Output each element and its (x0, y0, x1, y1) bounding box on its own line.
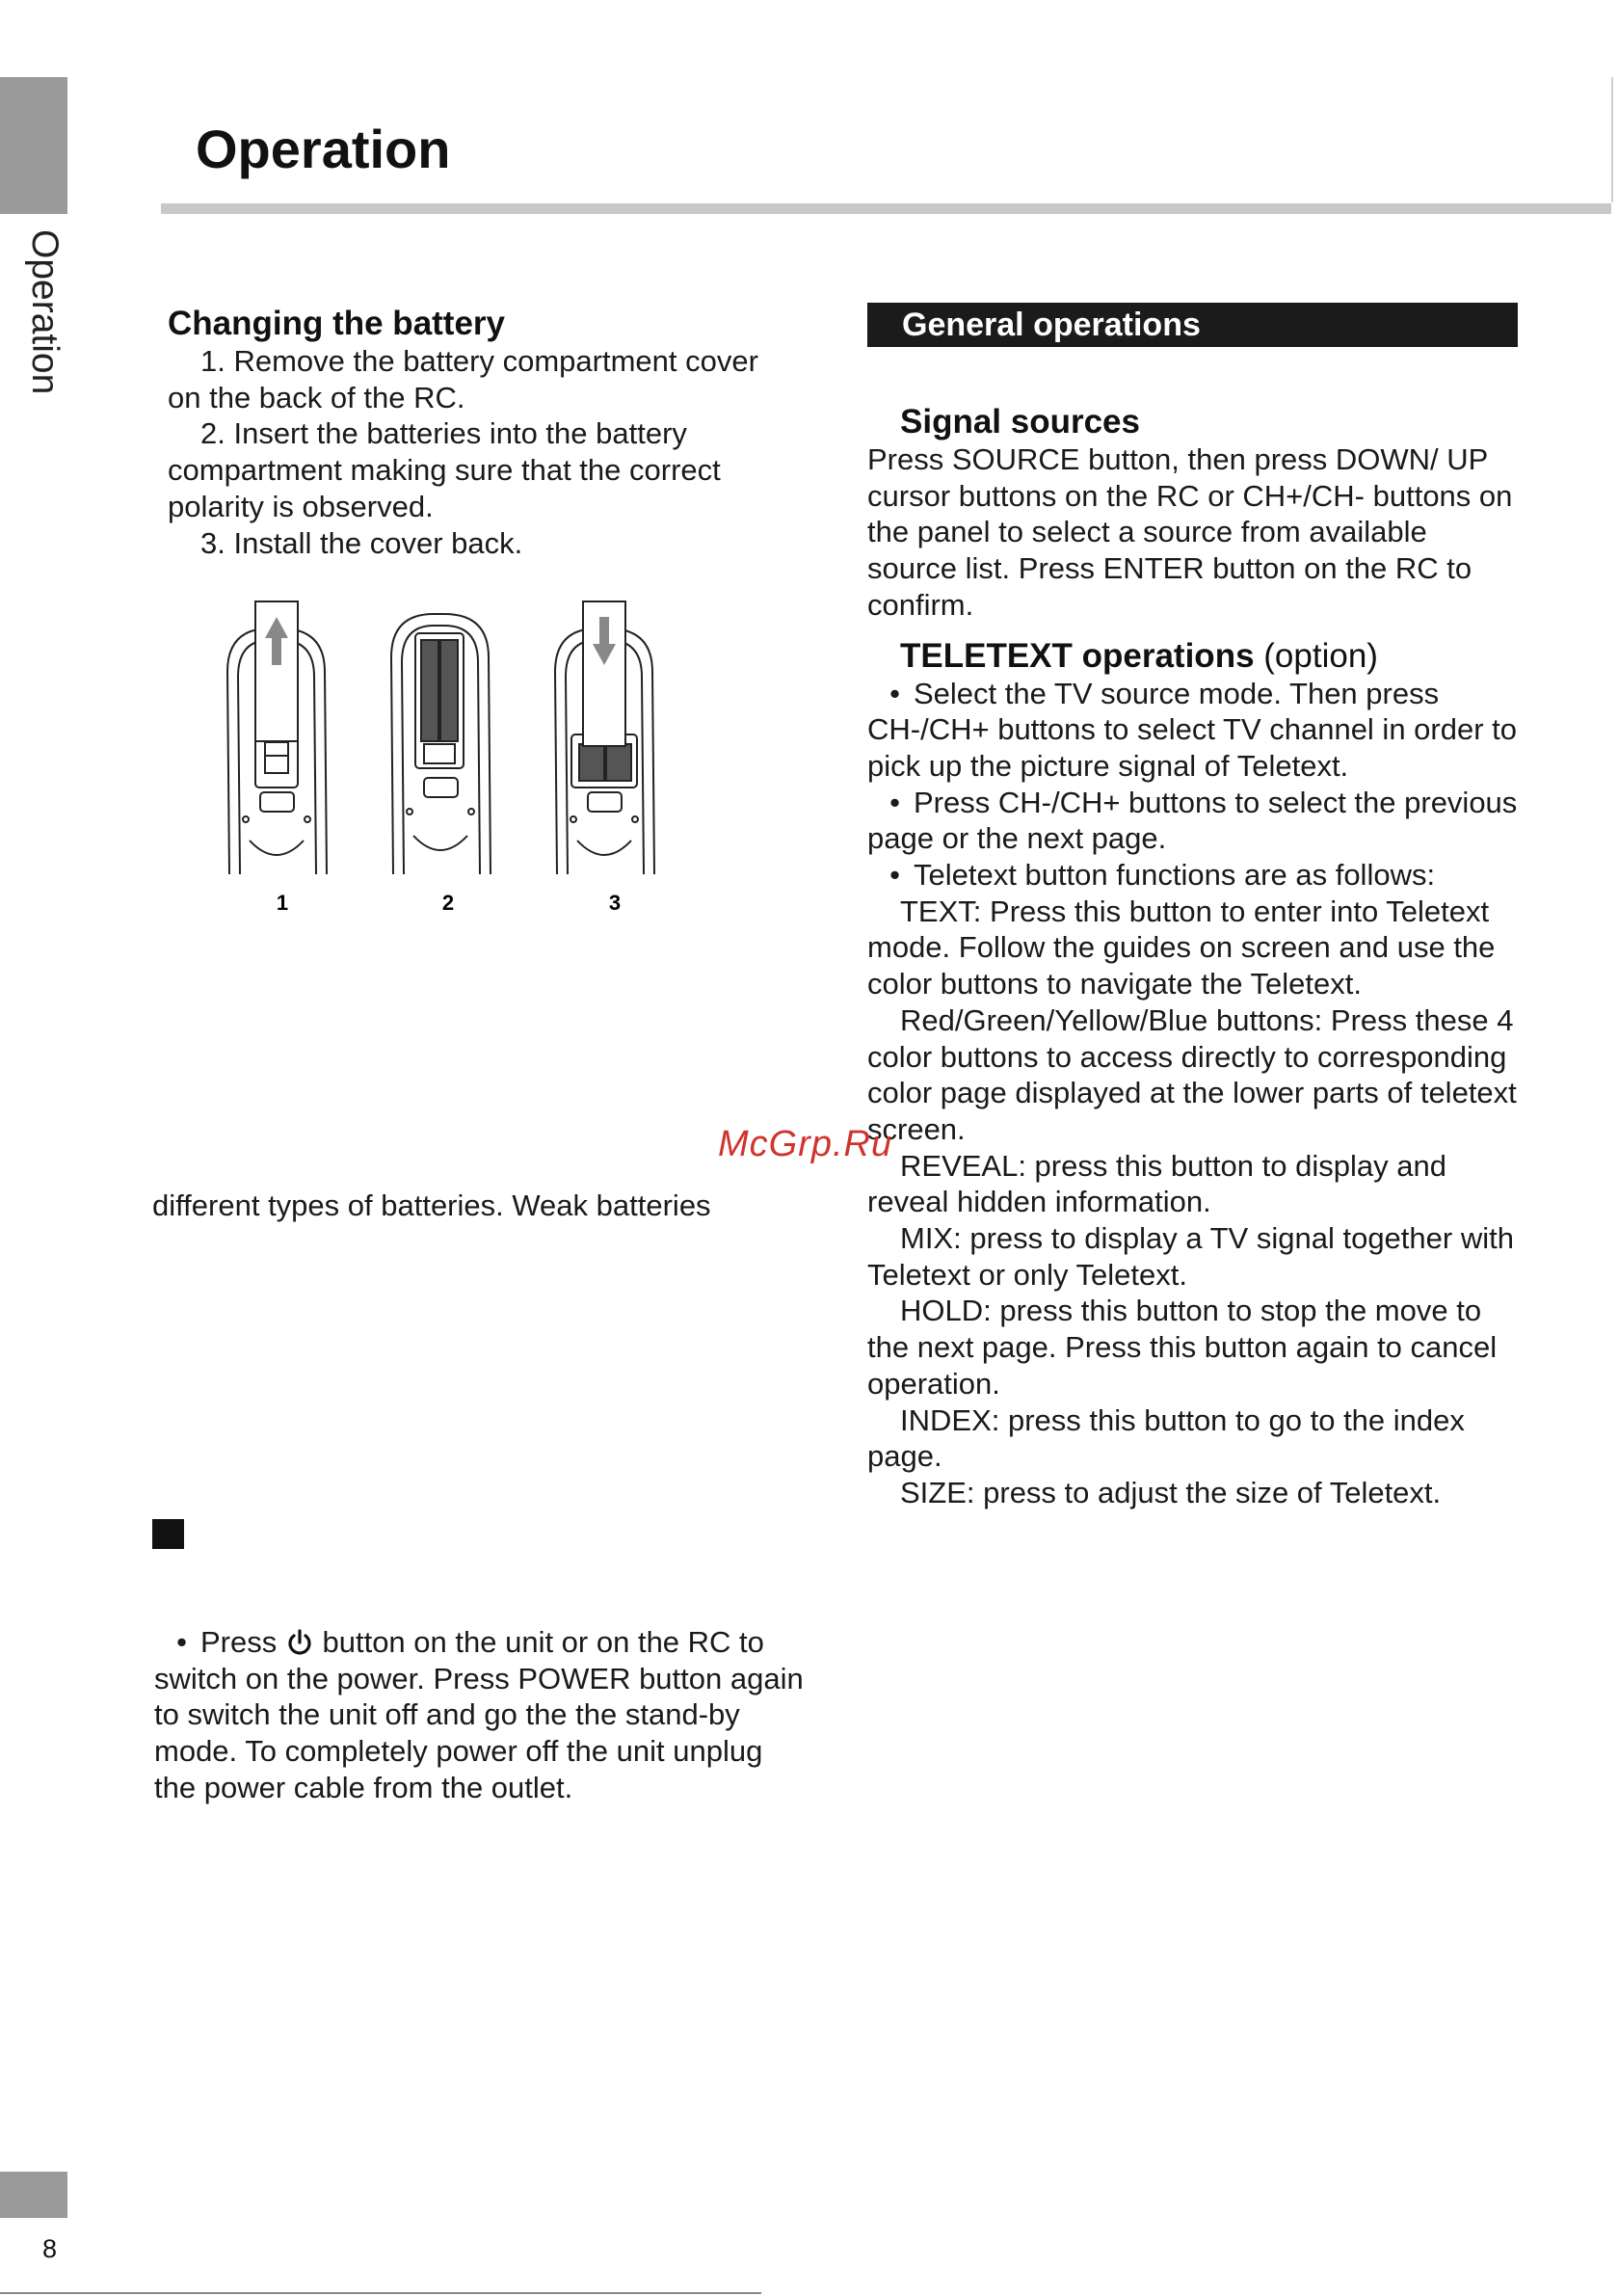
teletext-option-text: (option) (1254, 636, 1378, 675)
bullet: • (889, 676, 900, 710)
teletext-bullet-1 (867, 676, 1523, 785)
figure-label-2: 2 (441, 891, 455, 915)
teletext-bullet-2 (867, 785, 1523, 857)
battery-step-3: 3. Install the cover back. (200, 525, 523, 560)
teletext-function-size: SIZE: press to adjust the size of Teletext. (900, 1475, 1442, 1509)
bullet: • (889, 858, 900, 893)
figure-label-1: 1 (276, 891, 289, 915)
teletext-bullet-1-text: Select the TV source mode. Then press CH-/CH+ buttons to select TV channel in order to pick up the picture signal of Teletext. (867, 676, 1518, 783)
battery-step-2: 2. Insert the batteries into the battery compartment making sure that the correct polarity is observed. (168, 416, 721, 523)
watermark: McGrp.Ru (718, 1124, 893, 1164)
page-number: 8 (42, 2234, 58, 2263)
general-operations-title: General operations (902, 307, 1201, 343)
teletext-function-colors: Red/Green/Yellow/Blue buttons: Press these 4 color buttons to access directly to corresponding color page displayed at the lower parts of teletext screen. (867, 1002, 1517, 1146)
teletext-function-index: INDEX: press this button to go to the index page. (867, 1402, 1465, 1474)
general-operations-section (867, 403, 1523, 1511)
teletext-function-text: TEXT: Press this button to enter into Teletext mode. Follow the guides on screen and use the color buttons to navigate the Teletext. (867, 894, 1496, 1001)
power-text-after: button on the unit or on the RC to switch on the power. Press POWER button again to switch the unit off and go the the stand-by mode. To completely power off the unit unplug the power cable from the outlet. (154, 1625, 804, 1804)
teletext-bullet-3 (867, 857, 1523, 894)
page-title: Operation (196, 119, 451, 179)
side-section-label: Operation (24, 229, 66, 395)
battery-note-fragment: different types of batteries. Weak batteries (152, 1188, 711, 1222)
figure-label-3: 3 (608, 891, 622, 915)
teletext-function-reveal: REVEAL: press this button to display and reveal hidden information. (867, 1148, 1446, 1219)
teletext-heading-text: TELETEXT operations (900, 636, 1255, 675)
teletext-function-mix: MIX: press to display a TV signal together with Teletext or only Teletext. (867, 1221, 1514, 1292)
section-marker (152, 1519, 184, 1549)
signal-sources-heading: Signal sources (900, 403, 1140, 441)
teletext-bullet-3-text: Teletext button functions are as follows: (914, 858, 1436, 893)
title-divider (161, 203, 1611, 214)
page-number-tab (0, 2172, 67, 2218)
bullet: • (176, 1625, 187, 1659)
teletext-heading (867, 637, 1523, 676)
bullet: • (889, 785, 900, 819)
battery-step-1: 1. Remove the battery compartment cover on the back of the RC. (168, 344, 758, 414)
battery-illustration (217, 590, 679, 918)
right-edge-rule (1611, 77, 1613, 202)
teletext-bullet-2-text: Press CH-/CH+ buttons to select the previous page or the next page. (867, 785, 1518, 856)
power-paragraph (154, 1624, 809, 1806)
power-text-before: Press (200, 1625, 278, 1659)
battery-section (168, 305, 794, 561)
power-icon (285, 1628, 314, 1657)
signal-sources-text: Press SOURCE button, then press DOWN/ UP cursor buttons on the RC or CH+/CH- buttons on the panel to select a source from available source list. Press ENTER button on the RC to confirm. (867, 442, 1513, 622)
battery-heading: Changing the battery (168, 305, 506, 342)
bottom-divider (0, 2292, 761, 2294)
general-operations-bar (867, 303, 1518, 347)
teletext-function-hold: HOLD: press this button to stop the move to the next page. Press this button again to cancel operation. (867, 1294, 1498, 1401)
side-tab (0, 77, 67, 214)
remote-2-illustration (391, 614, 491, 874)
